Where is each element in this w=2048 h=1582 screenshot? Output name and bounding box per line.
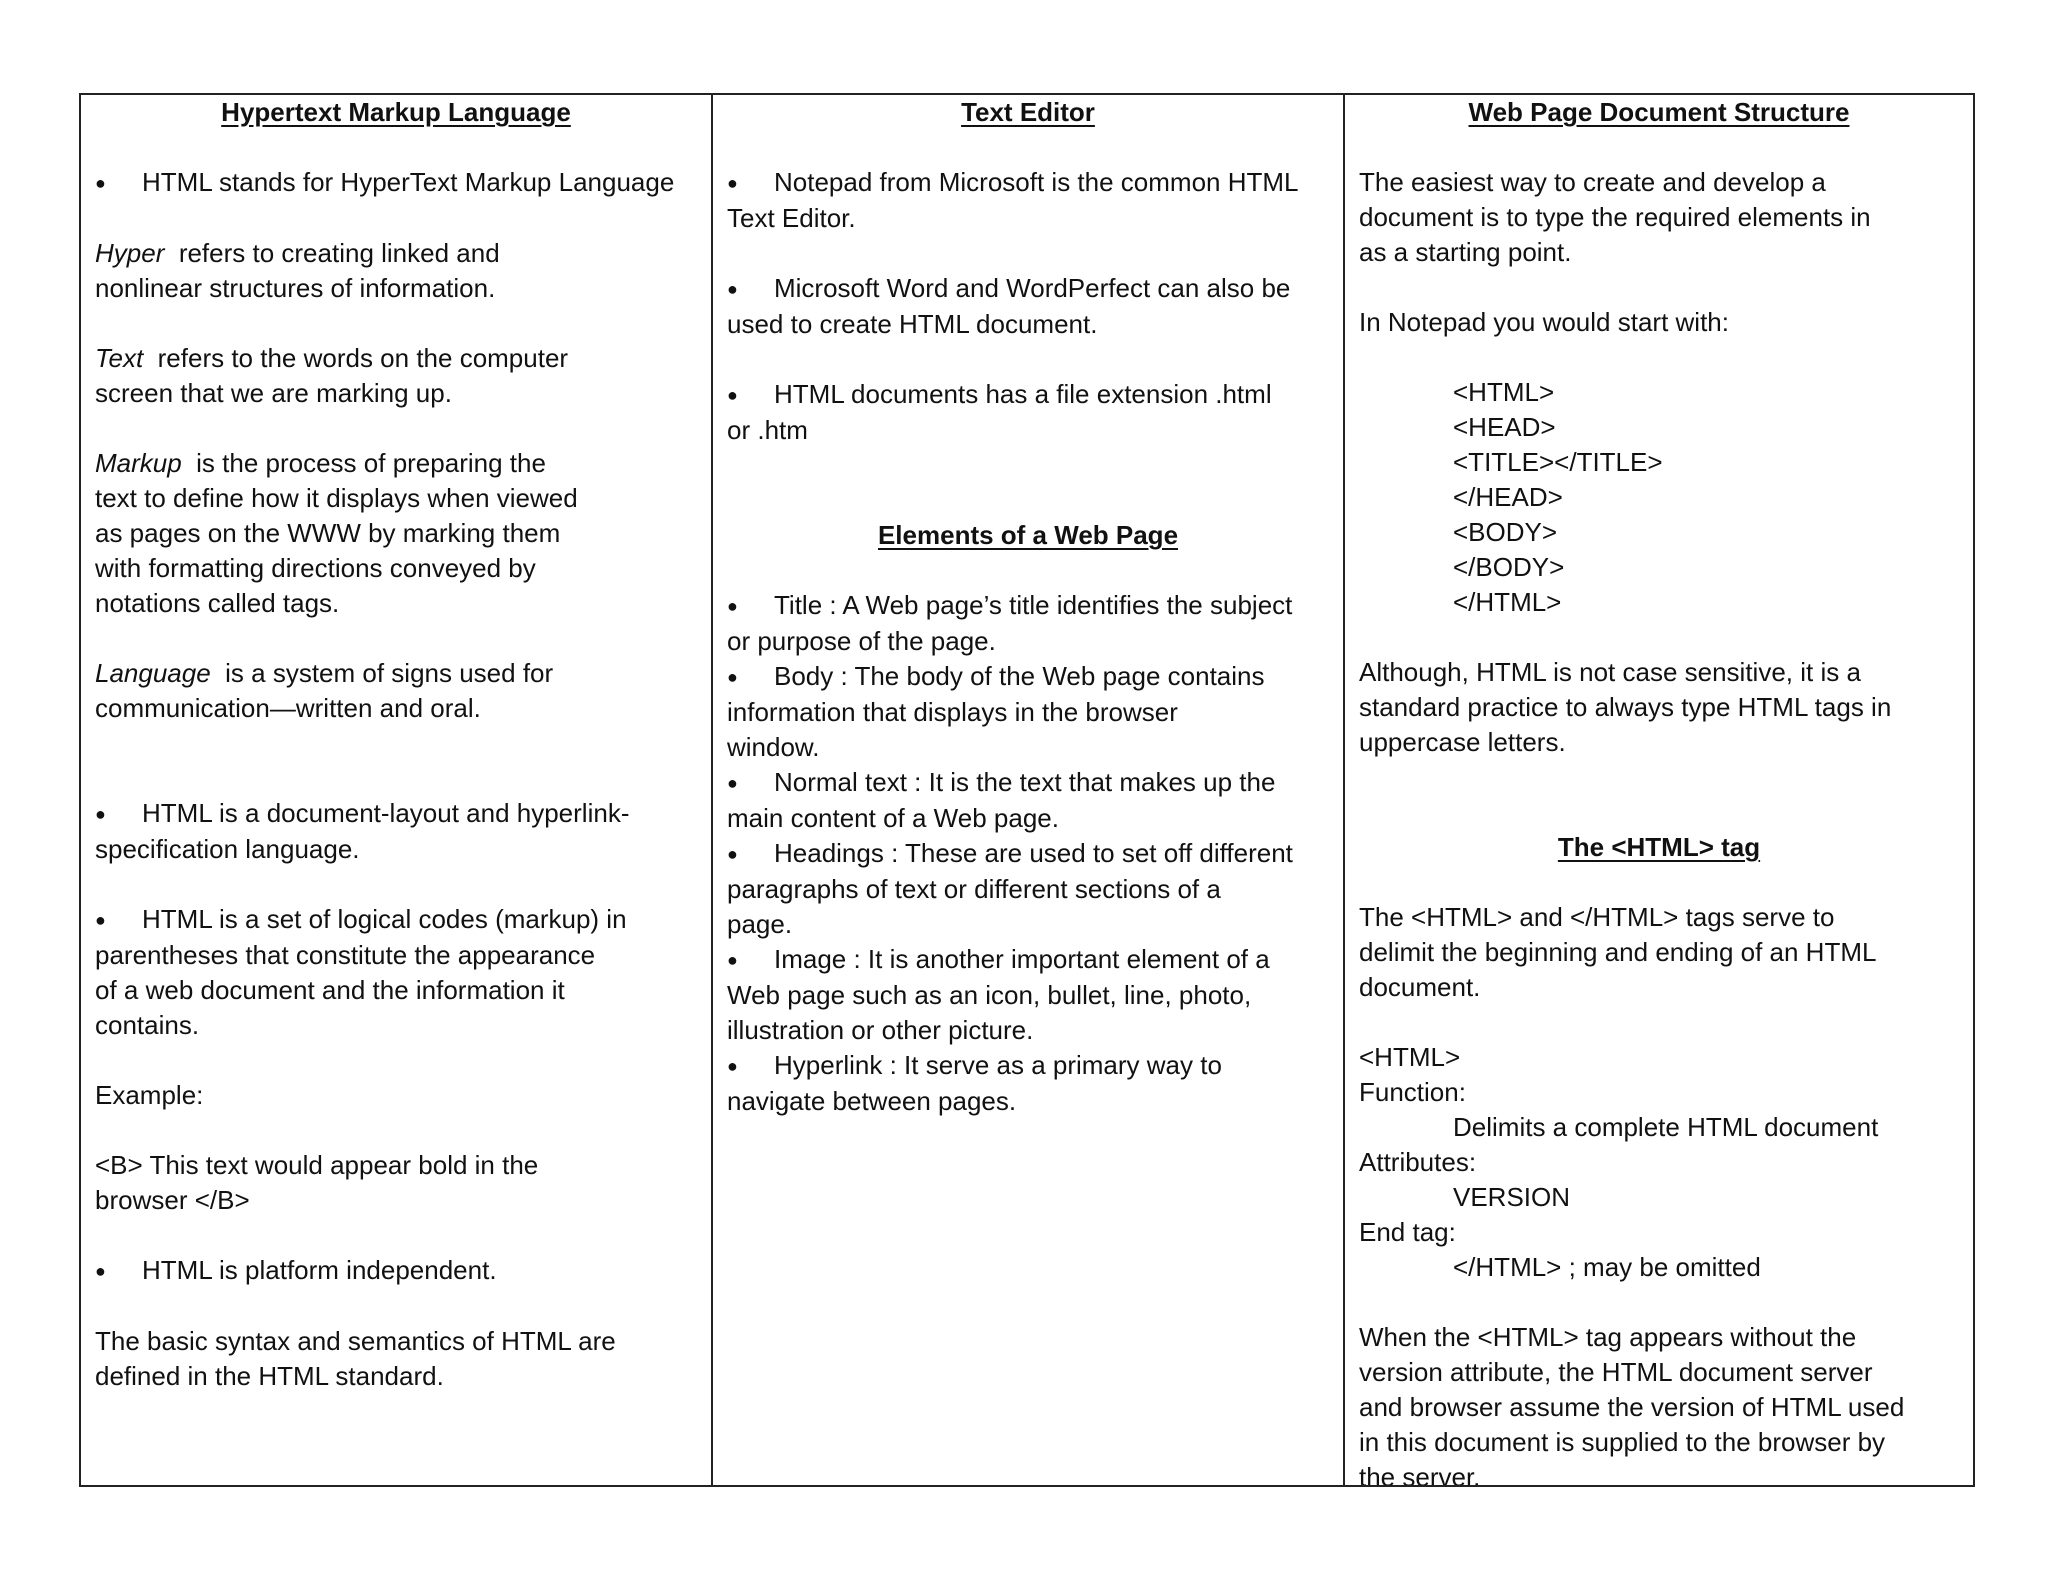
code-line: <TITLE></TITLE> bbox=[1453, 447, 1663, 477]
bullet-item: ● Body : The body of the Web page contains bbox=[727, 659, 1329, 695]
text-line: communication—written and oral. bbox=[95, 693, 481, 723]
bullet-item: ● Hyperlink : It serve as a primary way to bbox=[727, 1048, 1329, 1084]
bullet-item: ● HTML is a set of logical codes (markup) in bbox=[95, 902, 697, 938]
tag-definition-name: <HTML> bbox=[1359, 1042, 1461, 1072]
bullet-item: ● HTML is platform independent. bbox=[95, 1253, 697, 1289]
bullet-icon: ● bbox=[727, 1056, 738, 1076]
text-line: The <HTML> and </HTML> tags serve to bbox=[1359, 902, 1835, 932]
bullet-icon: ● bbox=[727, 667, 738, 687]
example-code: <B> This text would appear bold in the bbox=[95, 1150, 539, 1180]
attributes-label: Attributes: bbox=[1359, 1147, 1477, 1177]
function-label: Function: bbox=[1359, 1077, 1466, 1107]
bullet-item: ● Notepad from Microsoft is the common HTML bbox=[727, 165, 1329, 201]
text-line: Although, HTML is not case sensitive, it is a bbox=[1359, 657, 1861, 687]
text-line: with formatting directions conveyed by bbox=[95, 553, 536, 583]
endtag-label: End tag: bbox=[1359, 1217, 1456, 1247]
column-text-editor bbox=[713, 95, 1345, 1485]
example-code: browser </B> bbox=[95, 1185, 250, 1215]
column-web-page-document-structure bbox=[1345, 95, 1973, 1485]
bullet-item: ● Microsoft Word and WordPerfect can also be bbox=[727, 271, 1329, 307]
column-hypertext-markup-language bbox=[81, 95, 713, 1485]
example-label: Example: bbox=[95, 1080, 204, 1110]
bullet-item: ● HTML documents has a file extension .html bbox=[727, 377, 1329, 413]
text-line: notations called tags. bbox=[95, 588, 340, 618]
bullet-item: ● HTML stands for HyperText Markup Language bbox=[95, 165, 697, 201]
bullet-icon: ● bbox=[727, 596, 738, 616]
text-line: uppercase letters. bbox=[1359, 727, 1566, 757]
text-line: document. bbox=[1359, 972, 1481, 1002]
text-line: standard practice to always type HTML tags in bbox=[1359, 692, 1892, 722]
term: Hyper bbox=[95, 238, 165, 268]
bullet-item: ● HTML is a document-layout and hyperlink- bbox=[95, 796, 697, 832]
text-line: The basic syntax and semantics of HTML are bbox=[95, 1326, 616, 1356]
bullet-item: ● Title : A Web page’s title identifies the subject bbox=[727, 588, 1329, 624]
section-heading: Elements of a Web Page bbox=[877, 520, 1179, 550]
definition-markup: Markup is the process of preparing the bbox=[95, 448, 546, 478]
text-line: defined in the HTML standard. bbox=[95, 1361, 444, 1391]
bullet-item: ● Image : It is another important element of a bbox=[727, 942, 1329, 978]
code-line: <BODY> bbox=[1453, 517, 1558, 547]
definition-language: Language is a system of signs used for bbox=[95, 658, 554, 688]
code-line: </HTML> bbox=[1453, 587, 1562, 617]
bullet-icon: ● bbox=[727, 173, 738, 193]
text-line: the server. bbox=[1359, 1462, 1481, 1485]
term: Language bbox=[95, 658, 211, 688]
column-heading: Web Page Document Structure bbox=[1468, 97, 1850, 127]
text-line: parentheses that constitute the appearance bbox=[95, 940, 596, 970]
text-line: or purpose of the page. bbox=[727, 626, 996, 656]
bullet-icon: ● bbox=[727, 385, 738, 405]
text-line: or .htm bbox=[727, 415, 808, 445]
text-line: delimit the beginning and ending of an HTML bbox=[1359, 937, 1877, 967]
text-line: and browser assume the version of HTML used bbox=[1359, 1392, 1905, 1422]
text-line: window. bbox=[727, 732, 820, 762]
text-line: version attribute, the HTML document server bbox=[1359, 1357, 1873, 1387]
function-value: Delimits a complete HTML document bbox=[1453, 1112, 1879, 1142]
text-line: main content of a Web page. bbox=[727, 803, 1059, 833]
code-line: </HEAD> bbox=[1453, 482, 1563, 512]
text-line: page. bbox=[727, 909, 793, 939]
text-line: paragraphs of text or different sections of a bbox=[727, 874, 1221, 904]
column-heading: Hypertext Markup Language bbox=[221, 97, 571, 127]
bullet-icon: ● bbox=[95, 804, 106, 824]
text-line: When the <HTML> tag appears without the bbox=[1359, 1322, 1857, 1352]
attributes-value: VERSION bbox=[1453, 1182, 1571, 1212]
definition-text: Text refers to the words on the computer bbox=[95, 343, 569, 373]
bullet-item: ● Headings : These are used to set off different bbox=[727, 836, 1329, 872]
term: Text bbox=[95, 343, 144, 373]
bullet-icon: ● bbox=[727, 279, 738, 299]
text-line: text to define how it displays when viewed bbox=[95, 483, 578, 513]
bullet-icon: ● bbox=[95, 173, 106, 193]
text-line: illustration or other picture. bbox=[727, 1015, 1034, 1045]
bullet-icon: ● bbox=[727, 773, 738, 793]
text-line: contains. bbox=[95, 1010, 200, 1040]
text-line: The easiest way to create and develop a bbox=[1359, 167, 1826, 197]
code-line: </BODY> bbox=[1453, 552, 1565, 582]
text-line: nonlinear structures of information. bbox=[95, 273, 496, 303]
text-line: of a web document and the information it bbox=[95, 975, 565, 1005]
text-line: as pages on the WWW by marking them bbox=[95, 518, 561, 548]
section-heading: The <HTML> tag bbox=[1557, 832, 1761, 862]
text-line: in this document is supplied to the browser by bbox=[1359, 1427, 1886, 1457]
text-line: as a starting point. bbox=[1359, 237, 1572, 267]
text-line: information that displays in the browser bbox=[727, 697, 1178, 727]
definition-hyper: Hyper refers to creating linked and bbox=[95, 238, 500, 268]
bullet-icon: ● bbox=[95, 910, 106, 930]
text-line: Text Editor. bbox=[727, 203, 856, 233]
text-line: screen that we are marking up. bbox=[95, 378, 452, 408]
code-line: <HTML> bbox=[1453, 377, 1555, 407]
text-line: used to create HTML document. bbox=[727, 309, 1098, 339]
endtag-value: </HTML> ; may be omitted bbox=[1453, 1252, 1761, 1282]
text-line: In Notepad you would start with: bbox=[1359, 307, 1729, 337]
text-line: Web page such as an icon, bullet, line, photo, bbox=[727, 980, 1252, 1010]
column-heading: Text Editor bbox=[961, 97, 1095, 127]
bullet-icon: ● bbox=[727, 950, 738, 970]
notes-table bbox=[79, 93, 1975, 1487]
bullet-icon: ● bbox=[727, 844, 738, 864]
bullet-icon: ● bbox=[95, 1261, 106, 1281]
text-line: specification language. bbox=[95, 834, 360, 864]
bullet-item: ● Normal text : It is the text that makes up the bbox=[727, 765, 1329, 801]
text-line: document is to type the required elements in bbox=[1359, 202, 1871, 232]
term: Markup bbox=[95, 448, 182, 478]
text-line: navigate between pages. bbox=[727, 1086, 1017, 1116]
code-line: <HEAD> bbox=[1453, 412, 1556, 442]
